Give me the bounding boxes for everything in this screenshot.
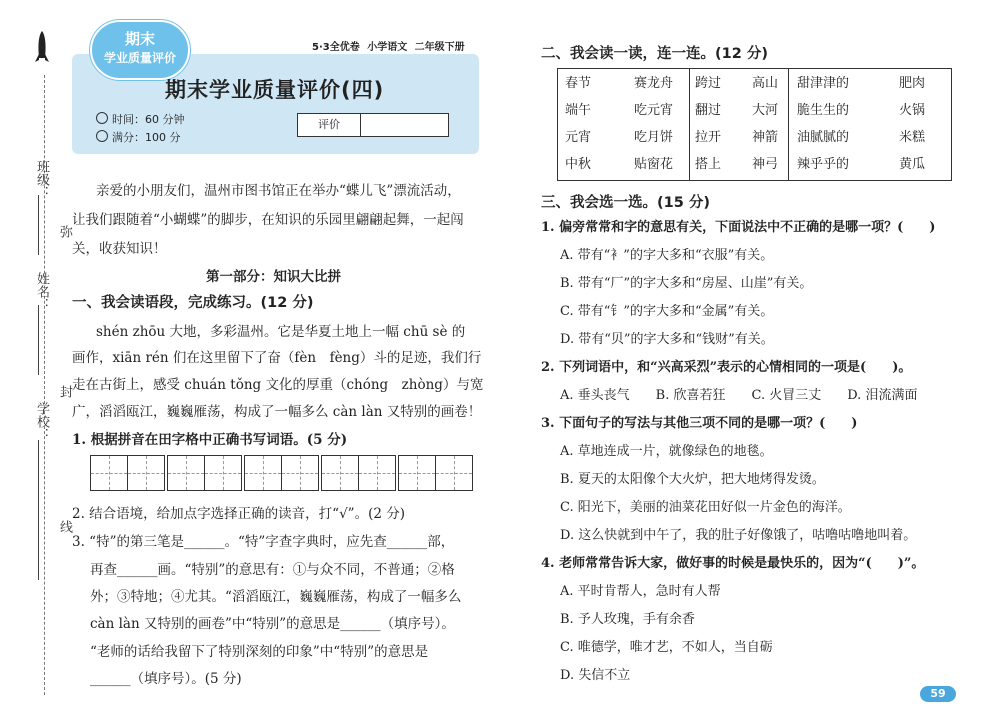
mc-option[interactable]: A. 带有“衤”的字大多和“衣服”有关。 — [560, 248, 774, 263]
binding-blank-class — [38, 195, 39, 255]
match-cell[interactable]: 神弓 — [752, 157, 779, 172]
binding-label-school: 学校： — [34, 402, 49, 441]
mc-option[interactable]: D. 这么快就到中午了，我的肚子好像饿了，咕噜咕噜地叫着。 — [560, 528, 917, 543]
page-number: 59 — [920, 686, 956, 702]
question-3-line-3: 外；③特地；④尤其。“滔滔瓯江，巍巍雁荡，构成了一幅多么 — [90, 589, 462, 605]
section2-heading: 二、我会读一读，连一连。(12 分) — [541, 46, 768, 62]
seal-char-2: 封 — [57, 385, 72, 398]
check-circle-icon — [96, 130, 108, 142]
match-cell[interactable]: 辣乎乎的 — [797, 157, 850, 172]
binding-label-class: 班级： — [34, 160, 49, 199]
match-cell[interactable]: 中秋 — [565, 157, 592, 172]
writing-grid-4[interactable] — [321, 455, 396, 491]
mc-option[interactable]: B. 带有“厂”的字大多和“房屋、山崖”有关。 — [560, 276, 813, 291]
match-cell[interactable]: 高山 — [752, 76, 779, 91]
mc-option[interactable]: C. 唯德学，唯才艺，不如人，当自砺 — [560, 640, 773, 655]
section3-heading: 三、我会选一选。(15 分) — [541, 195, 710, 211]
passage-line-2: 画作，xiān rén 们在这里留下了奋（fèn fèng）斗的足迹，我们行 — [72, 350, 482, 366]
score-table-label: 评价 — [298, 114, 361, 136]
match-cell[interactable]: 火锅 — [899, 103, 926, 118]
passage-line-4: 广，滔滔瓯江，巍巍雁荡，构成了一幅多么 càn làn 又特别的画卷！ — [72, 404, 482, 420]
binding-label-name: 姓名： — [34, 272, 49, 311]
question-3-line-5: “老师的话给我留下了特别深刻的印象”中“特别”的意思是 — [90, 644, 429, 660]
exam-time-text: 时间：60 分钟 — [112, 113, 185, 126]
score-table — [297, 113, 449, 137]
mc-question: 1. 偏旁常常和字的意思有关，下面说法中不正确的是哪一项？( ) — [541, 220, 936, 235]
question-3-line-6: ______（填序号）。(5 分) — [90, 671, 242, 687]
question-3-line-2: 再查______画。“特别”的意思有：①与众不同，不普通；②格 — [90, 562, 455, 578]
match-cell[interactable]: 吃元宵 — [634, 103, 674, 118]
match-cell[interactable]: 赛龙舟 — [634, 76, 674, 91]
rocket-icon — [34, 30, 50, 70]
match-cell[interactable]: 油腻腻的 — [797, 130, 850, 145]
match-cell[interactable]: 甜津津的 — [797, 76, 850, 91]
match-cell[interactable]: 翻过 — [695, 103, 722, 118]
match-cell[interactable]: 大河 — [752, 103, 779, 118]
match-cell[interactable]: 神箭 — [752, 130, 779, 145]
match-cell[interactable]: 黄瓜 — [899, 157, 926, 172]
badge-line2: 学业质量评价 — [103, 51, 176, 65]
exam-title: 期末学业质量评价(四) — [165, 78, 385, 102]
mc-option[interactable]: B. 夏天的太阳像个大火炉，把大地烤得发烫。 — [560, 472, 825, 487]
mc-option[interactable]: B. 予人玫瑰，手有余香 — [560, 612, 695, 627]
match-cell[interactable]: 脆生生的 — [797, 103, 850, 118]
match-cell[interactable]: 吃月饼 — [634, 130, 674, 145]
exam-score — [96, 129, 181, 145]
match-cell[interactable]: 跨过 — [695, 76, 722, 91]
match-cell[interactable]: 春节 — [565, 76, 592, 91]
mc-question: 3. 下面句子的写法与其他三项不同的是哪一项？( ) — [541, 416, 858, 431]
match-cell[interactable]: 米糕 — [899, 130, 926, 145]
question-3-line-1: 3. “特”的第三笔是______。“特”字查字典时，应先查______部， — [72, 534, 455, 550]
section1-heading: 一、我会读语段，完成练习。(12 分) — [72, 295, 314, 311]
match-cell[interactable]: 端午 — [565, 103, 592, 118]
question-1: 1. 根据拼音在田字格中正确书写词语。(5 分) — [72, 432, 348, 448]
mc-option[interactable]: D. 带有“贝”的字大多和“钱财”有关。 — [560, 332, 774, 347]
badge-line1: 期末 — [124, 30, 155, 48]
passage-line-1: shén zhōu 大地，多彩温州。它是华夏土地上一幅 chū sè 的 — [96, 324, 466, 340]
mc-option[interactable]: C. 带有“钅”的字大多和“金属”有关。 — [560, 304, 774, 319]
match-cell[interactable]: 拉开 — [695, 130, 722, 145]
seal-char-3: 线 — [57, 520, 72, 533]
mc-option[interactable]: A. 垂头丧气 B. 欣喜若狂 C. 火冒三丈 D. 泪流满面 — [560, 388, 918, 403]
exam-badge — [90, 20, 190, 80]
intro-line-1: 亲爱的小朋友们，温州市图书馆正在举办“蝶儿飞”漂流活动， — [96, 183, 461, 199]
mc-option[interactable]: A. 草地连成一片，就像绿色的地毯。 — [560, 444, 773, 459]
mc-option[interactable]: A. 平时肯帮人，急时有人帮 — [560, 584, 721, 599]
match-cell[interactable]: 搭上 — [695, 157, 722, 172]
exam-score-text: 满分：100 分 — [112, 131, 181, 144]
writing-grid-2[interactable] — [167, 455, 242, 491]
match-cell[interactable]: 肥肉 — [899, 76, 926, 91]
intro-line-2: 让我们跟随着“小蝴蝶”的脚步，在知识的乐园里翩翩起舞，一起闯 — [72, 212, 464, 228]
exam-time — [96, 111, 185, 127]
match-cell[interactable]: 贴窗花 — [634, 157, 674, 172]
mc-question: 4. 老师常常告诉大家，做好事的时候是最快乐的，因为“( )”。 — [541, 556, 925, 571]
series-label: 5·3全优卷 小学语文 二年级下册 — [312, 42, 465, 53]
passage-line-3: 走在古街上，感受 chuán tǒng 文化的厚重（chóng zhòng）与宽 — [72, 377, 484, 393]
mc-option[interactable]: C. 阳光下，美丽的油菜花田好似一片金色的海洋。 — [560, 500, 851, 515]
match-cell[interactable]: 元宵 — [565, 130, 592, 145]
intro-line-3: 关，收获知识！ — [72, 241, 167, 257]
mc-question: 2. 下列词语中，和“兴高采烈”表示的心情相同的一项是( )。 — [541, 360, 912, 375]
binding-blank-name — [38, 305, 39, 375]
binding-blank-school — [38, 440, 39, 580]
writing-grid-1[interactable] — [90, 455, 165, 491]
clock-icon — [96, 112, 108, 124]
writing-grid-3[interactable] — [244, 455, 319, 491]
question-3-line-4: càn làn 又特别的画卷”中“特别”的意思是______（填序号）。 — [90, 616, 455, 632]
seal-char-1: 弥 — [57, 225, 72, 238]
part1-heading: 第一部分：知识大比拼 — [206, 269, 341, 285]
writing-grid-5[interactable] — [398, 455, 473, 491]
question-2: 2. 结合语境，给加点字选择正确的读音，打“√”。(2 分) — [72, 506, 405, 522]
mc-option[interactable]: D. 失信不立 — [560, 668, 631, 683]
